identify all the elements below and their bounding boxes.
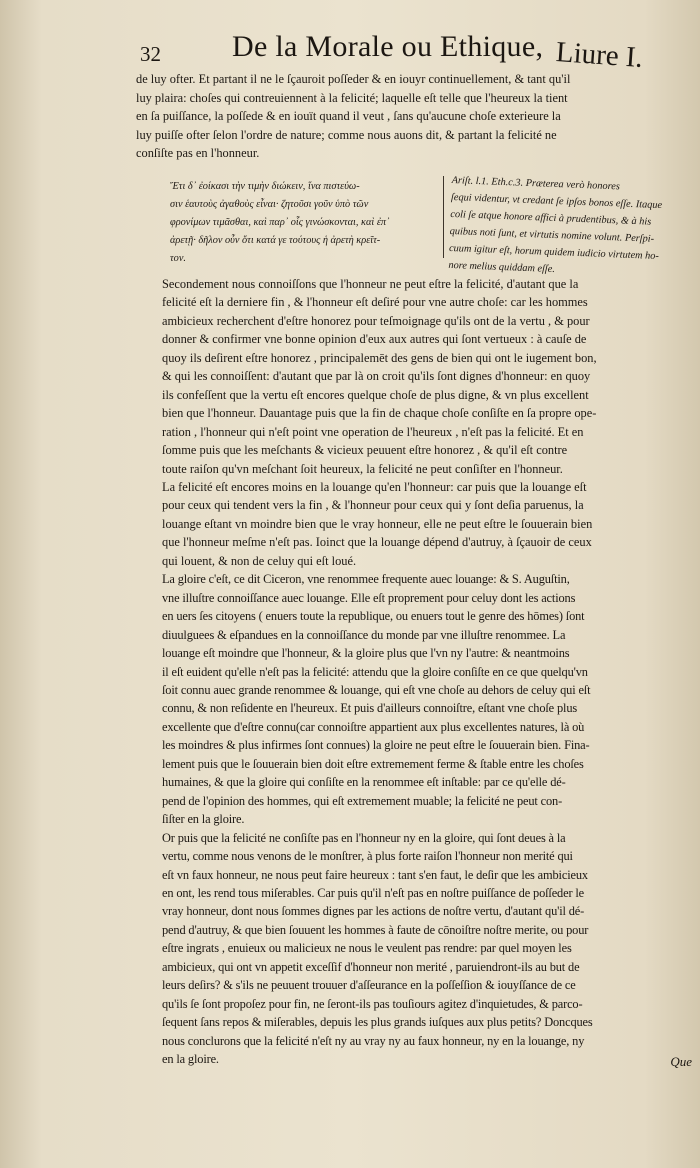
text-line: donner & confirmer vne bonne opinion d'eux aux autres qui ſont vertueux : à cauſe de: [162, 332, 587, 347]
text-line: La gloire c'eſt, ce dit Ciceron, vne renommee frequente auec louange: & S. Auguſtin,: [162, 572, 570, 587]
text-line: qui louent, & non de celuy qui eſt loué.: [162, 553, 357, 568]
text-line: nous conclurons que la felicité n'eſt ny au vray ny au faux honneur, ny en la louange, ny: [162, 1033, 585, 1048]
intro-text: [136, 70, 676, 163]
paragraph: [162, 478, 694, 570]
text-line: ambicieux, qui ont vn appetit exceſſif d'honneur non merité , paruiendront-ils au but de: [162, 959, 580, 974]
text-line: que l'honneur meſme n'eſt pas. Ioinct que la louange dépend d'autruy, à ſçauoir de ceux: [162, 535, 592, 550]
text-line: qu'ils ſe ſont propoſez pour fin, ne ſeront-ils pas touſiours agitez d'inquietudes, & parco-: [162, 996, 583, 1011]
text-line: toute raiſon qu'vn meſchant ſoit heureux, la felicité ne peut conſiſter en l'honneur.: [162, 461, 563, 476]
text-line: Or puis que la felicité ne conſiſte pas en l'honneur ny en la gloire, qui ſont deues à la: [162, 830, 566, 845]
text-line: La felicité eſt encores moins en la louange qu'en l'honneur: car puis que la louange eſt: [162, 479, 587, 494]
text-line: louange eſt moindre que l'honneur, & la gloire plus que l'vn ny l'autre: & neantmoins: [162, 646, 570, 661]
text-line: ſoit connu auec grande renommee & louange, qui eſt vne choſe au dehors de celuy qui eſt: [162, 682, 591, 697]
paragraph: [162, 275, 694, 478]
text-line: pour ceux qui tendent vers la fin , & l'honneur pour ceux qui y ſont deſia paruenus, la: [162, 498, 584, 513]
text-line: vray honneur, dont nous ſommes dignes par les actions de noſtre vertu, d'autant qu'il dé-: [162, 904, 585, 919]
text-line: excellente que d'eſtre connu(car connoiſtre appartient aux plus excellentes natures, là où: [162, 719, 585, 734]
greek-line: φρονίμων τιμᾶσθαι, καὶ παρ᾽ οἷς γινώσκονται, καὶ ἐπ᾽: [170, 217, 390, 228]
citations-block: [160, 172, 690, 276]
text-line: felicité eſt la derniere fin , & l'honneur eſt deſiré pour vne autre choſe: car les hommes: [162, 295, 588, 310]
book-label: Liure I.: [554, 36, 644, 75]
text-line: ambicieux recherchent d'eſtre honorez pour teſmoignage qu'ils ont de la vertu , & pour: [162, 313, 590, 328]
greek-line: σιν ἑαυτοὺς ἀγαθοὺς εἶναι· ζητοῦσι γοῦν ὑπὸ τῶν: [170, 199, 369, 210]
text-line: en uers ſes citoyens ( enuers toute la republique, ou enuers tout le genre des hōmes) ſont: [162, 609, 585, 624]
text-line: lement puis que le ſouuerain bien doit eſtre extremement ferme & ſtable entre les choſes: [162, 756, 584, 771]
running-title: De la Morale ou Ethique,: [232, 30, 544, 63]
text-line: en ont, les rend tous miſerables. Car puis qu'il n'eſt pas en noſtre puiſſance de poſſeder le: [162, 885, 585, 900]
text-line: bien que l'honneur. Dauantage puis que la fin de chaque choſe conſiſte en ſa propre ope-: [162, 406, 597, 421]
text-line: Secondement nous connoiſſons que l'honneur ne peut eſtre la felicité, d'autant que la: [162, 277, 579, 291]
greek-line: Ἔτι δ᾽ ἐοίκασι τὴν τιμὴν διώκειν, ἵνα πιστεύω-: [170, 181, 360, 192]
text-line: ſiſter en la gloire.: [162, 812, 245, 827]
latin-line: quibus noti ſunt, et virtutis nomine volunt. Perſpi-: [449, 225, 655, 245]
greek-citation: [170, 178, 436, 268]
text-line: eſtre ingrats , enuieux ou malicieux ne nous le veulent pas rendre: par quel moyen les: [162, 941, 572, 956]
text-line: quoy ils deſirent eſtre honorez , principalemēt des gens de bien qui ont le iugement bon,: [162, 350, 597, 365]
main-text: [162, 275, 694, 1068]
greek-line: τον.: [170, 253, 186, 264]
latin-line: Ariſt. l.1. Eth.c.3. Præterea verò honores: [451, 174, 621, 193]
page-header: [0, 30, 700, 75]
text-line: pend d'autruy, & que bien ſouuent les hommes à faute de cōnoiſtre noſtre merite, ou pour: [162, 922, 589, 937]
column-divider: [443, 176, 444, 258]
latin-citation: [448, 172, 684, 283]
paragraph: [162, 570, 694, 828]
text-line: diuulguees & eſpandues en la connoiſſance du monde par vne illuſtre renommee. La: [162, 627, 566, 642]
text-line: en ſa puiſſance, la poſſede & en iouït quand il veut , ſans qu'aucune choſe exterieure la: [136, 109, 561, 124]
text-line: luy plaira: choſes qui contreuiennent à la felicité; laquelle eſt telle que l'heureux la tient: [136, 90, 568, 105]
text-line: vne illuſtre connoiſſance auec louange. Elle eſt proprement pour celuy dont les actions: [162, 590, 576, 605]
text-line: eſt vn faux honneur, ne nous peut faire heureux : tant s'en faut, le deſir que les ambicieux: [162, 867, 588, 882]
text-line: ſequent ſans repos & miſerables, depuis les plus grands iuſques aux plus petits? Doncques: [162, 1015, 593, 1030]
text-line: humaines, & que la gloire qui conſiſte en la renommee eſt inſtable: par ce qu'elle dé-: [162, 775, 566, 790]
latin-line: cuum igitur eſt, horum quidem iudicio virtutem ho-: [448, 242, 660, 262]
text-line: conſiſte pas en l'honneur.: [136, 146, 260, 161]
text-line: ration , l'honneur qui n'eſt point vne operation de l'heureux , n'eſt pas la felicité. Et en: [162, 424, 584, 439]
text-line: ils confeſſent que la vertu eſt encores quelque choſe de plus digne, & vn plus excellent: [162, 387, 589, 402]
text-line: en la gloire.: [162, 1052, 219, 1067]
text-line: de luy ofter. Et partant il ne le ſçauroit poſſeder & en iouyr continuellement, & tant qu'il: [136, 72, 571, 86]
page-number: 32: [140, 42, 161, 66]
latin-line: coli ſe atque honore affici à prudentibus, & à his: [450, 208, 652, 228]
text-line: louange eſtant vn moindre bien que le vray honneur, elle ne peut eſtre le ſouuerain bien: [162, 516, 593, 531]
text-line: pend de l'opinion des hommes, qui eſt extremement muable; la felicité ne peut con-: [162, 793, 563, 808]
text-line: les moindres & plus infirmes ſont connues) la gloire ne peut eſtre le ſouuerain bien. Fina-: [162, 738, 590, 753]
text-line: luy puiſſe ofter ſelon l'ordre de nature; comme nous auons dit, & partant la felicité ne: [136, 127, 557, 142]
greek-line: ἀρετῇ· δῆλον οὖν ὅτι κατά γε τούτους ἡ ἀρετὴ κρεῖτ-: [170, 235, 381, 246]
latin-line: ſequi videntur, vt credant ſe ipſos bonos eſſe. Itaque: [450, 191, 663, 212]
catchword: Que: [670, 1054, 692, 1069]
text-line: & qui les connoiſſent: d'autant que par là on croit qu'ils ſont dignes d'honneur: en quoy: [162, 369, 591, 384]
text-line: ſomme puis que les meſchants & vicieux peuuent eſtre honorez , & qu'il eſt contre: [162, 443, 568, 458]
text-line: il eſt euident qu'elle n'eſt pas la felicité: attendu que la gloire conſiſte en ce que quelqu'vn: [162, 664, 588, 679]
text-line: connu, & non reſidente en l'heureux. Et puis d'ailleurs connoiſtre, eſtant vne choſe plus: [162, 701, 578, 716]
text-line: leurs deſirs? & s'ils ne peuuent trouuer d'aſſeurance en la poſſeſſion & iouyſſance de ce: [162, 978, 576, 993]
text-line: vertu, comme nous venons de le monſtrer, à plus forte raiſon l'honneur non merité qui: [162, 849, 573, 864]
paragraph: [162, 829, 694, 1069]
latin-line: nore melius quiddam eſſe.: [448, 259, 556, 276]
